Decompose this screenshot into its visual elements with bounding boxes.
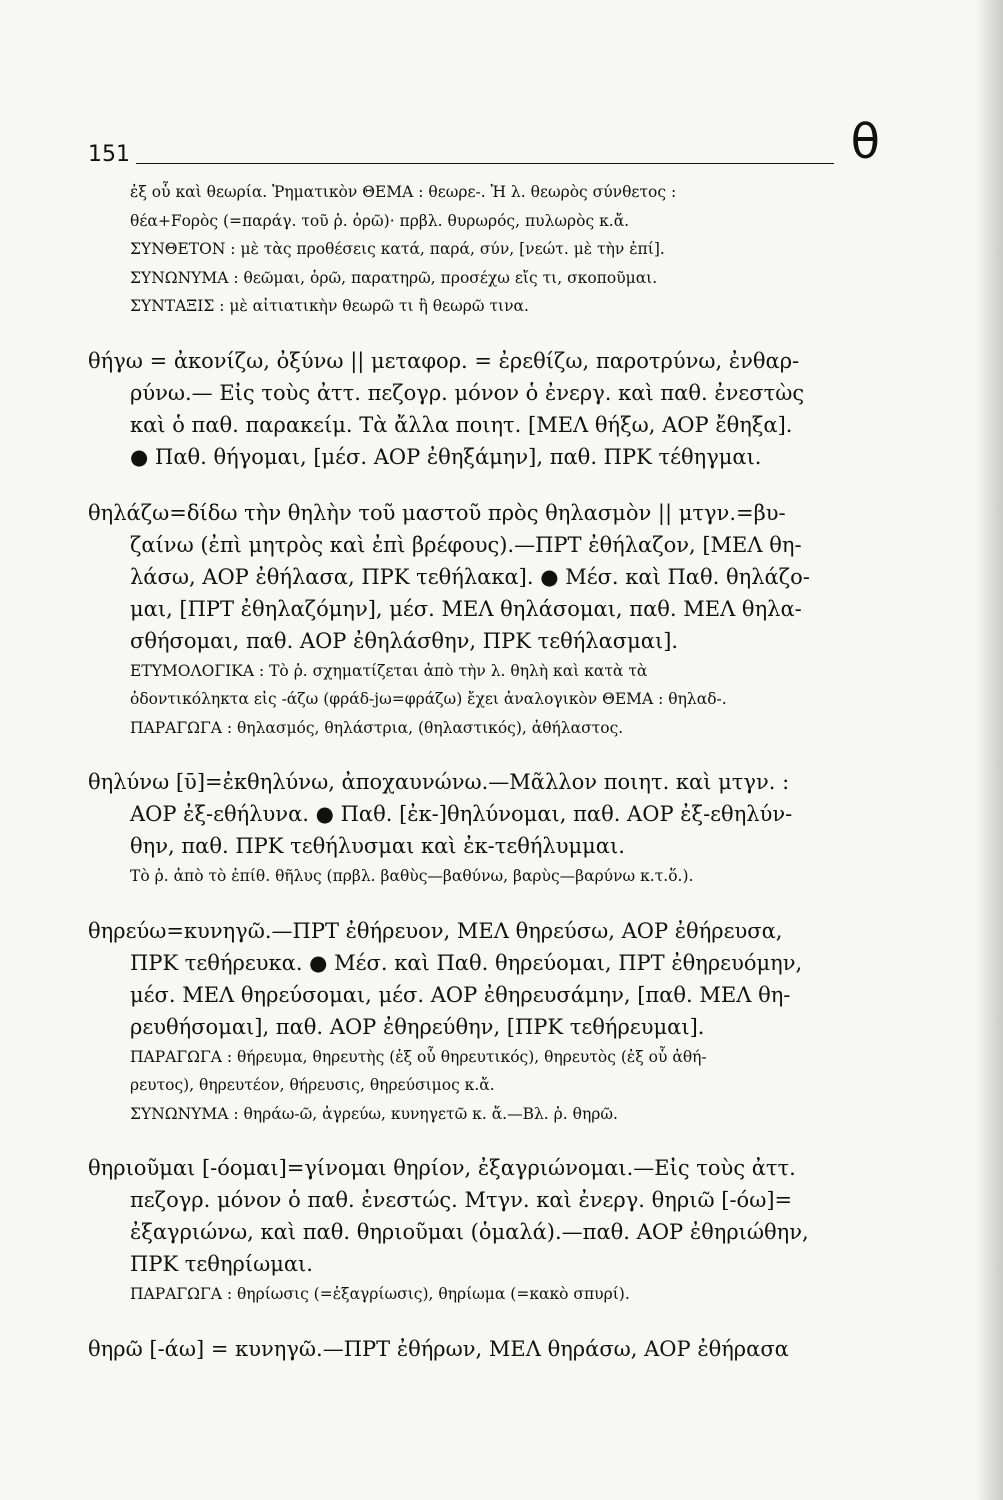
entry-line: καὶ ὁ παθ. παρακείμ. Τὰ ἄλλα ποιητ. [ΜΕΛ θήξω, ΑΟΡ ἔθηξα]. bbox=[130, 412, 793, 437]
entry-line: ζαίνω (ἐπὶ μητρὸς καὶ ἐπὶ βρέφους).—ΠΡΤ ἐθήλαζον, [ΜΕΛ θη- bbox=[130, 532, 802, 557]
entry-line: ΣΥΝΘΕΤΟΝ : μὲ τὰς προθέσεις κατά, παρά, σύν, [νεώτ. μὲ τὴν ἐπί]. bbox=[130, 240, 665, 258]
entry-line: Τὸ ῥ. ἀπὸ τὸ ἐπίθ. θῆλυς (πρβλ. βαθὺς—βαθύνω, βαρὺς—βαρύνω κ.τ.ὅ.). bbox=[130, 867, 694, 885]
entry-line: ΠΡΚ τεθήρευκα. ● Μέσ. καὶ Παθ. θηρεύομαι, ΠΡΤ ἐθηρευόμην, bbox=[130, 950, 803, 975]
entry-thero bbox=[88, 1333, 880, 1365]
entry-headline: θηλάζω=δίδω τὴν θηλὴν τοῦ μαστοῦ πρὸς θηλασμὸν || μτγν.=βυ- bbox=[88, 500, 786, 525]
entry-line: ΣΥΝΩΝΥΜΑ : θηράω-ῶ, ἀγρεύω, κυνηγετῶ κ. ἄ.—Βλ. ῥ. θηρῶ. bbox=[130, 1104, 618, 1123]
entry-line: ΠΑΡΑΓΩΓΑ : θηλασμός, θηλάστρια, (θηλαστικός), ἀθήλαστος. bbox=[130, 718, 624, 737]
page-number: 151 bbox=[88, 142, 130, 167]
entry-thego bbox=[88, 345, 880, 473]
entry-thelazo bbox=[88, 497, 880, 743]
entry-headline: θηρῶ [-άω] = κυνηγῶ.—ΠΡΤ ἐθήρων, ΜΕΛ θηράσω, ΑΟΡ ἐθήρασα bbox=[88, 1336, 789, 1361]
entry-line: θέα+Fορὸς (=παράγ. τοῦ ῥ. ὁρῶ)· πρβλ. θυρωρός, πυλωρὸς κ.ἄ. bbox=[130, 211, 630, 230]
entry-line: ΣΥΝΩΝΥΜΑ : θεῶμαι, ὁρῶ, παρατηρῶ, προσέχω εἴς τι, σκοποῦμαι. bbox=[130, 268, 658, 287]
entry-headline: θηριοῦμαι [-όομαι]=γίνομαι θηρίον, ἐξαγριώνομαι.—Εἰς τοὺς ἀττ. bbox=[88, 1156, 796, 1180]
entry-line: μέσ. ΜΕΛ θηρεύσομαι, μέσ. ΑΟΡ ἐθηρευσάμην, [παθ. ΜΕΛ θη- bbox=[130, 982, 791, 1007]
entry-line: πεζογρ. μόνον ὁ παθ. ἐνεστώς. Μτγν. καὶ ἐνεργ. θηριῶ [-όω]= bbox=[130, 1188, 793, 1212]
entry-line: ἐξαγριώνω, καὶ παθ. θηριοῦμαι (ὁμαλά).—παθ. ΑΟΡ ἐθηριώθην, bbox=[130, 1220, 809, 1244]
entry-line: ΠΑΡΑΓΩΓΑ : θηρίωσις (=ἐξαγρίωσις), θηρίωμα (=κακὸ σπυρί). bbox=[130, 1285, 630, 1303]
entry-line: λάσω, ΑΟΡ ἐθήλασα, ΠΡΚ τεθήλακα]. ● Μέσ. καὶ Παθ. θηλάζο- bbox=[130, 564, 810, 589]
entry-thereuo bbox=[88, 915, 880, 1129]
entry-line: ὀδοντικόληκτα εἰς -άζω (φράδ-jω=φράζω) ἔχει ἀναλογικὸν ΘΕΜΑ : θηλαδ-. bbox=[130, 690, 727, 708]
entry-line: ΑΟΡ ἐξ-εθήλυνα. ● Παθ. [ἐκ-]θηλύνομαι, παθ. ΑΟΡ ἐξ-εθηλύν- bbox=[130, 802, 793, 826]
entry-therioumai bbox=[88, 1152, 880, 1309]
entry-theoro-continuation bbox=[88, 178, 880, 321]
entry-headline: θήγω = ἀκονίζω, ὀξύνω || μεταφορ. = ἐρεθίζω, παροτρύνω, ἐνθαρ- bbox=[88, 348, 800, 373]
entry-line: μαι, [ΠΡΤ ἐθηλαζόμην], μέσ. ΜΕΛ θηλάσομαι, παθ. ΜΕΛ θηλα- bbox=[130, 596, 802, 621]
entry-line: ρευτος), θηρευτέον, θήρευσις, θηρεύσιμος κ.ἄ. bbox=[130, 1076, 495, 1094]
entry-headline: θηλύνω [ῡ]=ἐκθηλύνω, ἀποχαυνώνω.—Μᾶλλον ποιητ. καὶ μτγν. : bbox=[88, 770, 790, 794]
entry-line: σθήσομαι, παθ. ΑΟΡ ἐθηλάσθην, ΠΡΚ τεθήλασμαι]. bbox=[130, 628, 679, 653]
page-header bbox=[88, 112, 880, 172]
page-edge-shadow bbox=[975, 0, 1003, 1500]
entry-line: ΠΡΚ τεθηρίωμαι. bbox=[130, 1252, 313, 1276]
entry-line: ΕΤΥΜΟΛΟΓΙΚΑ : Τὸ ῥ. σχηματίζεται ἀπὸ τὴν λ. θηλὴ καὶ κατὰ τὰ bbox=[130, 661, 648, 680]
header-rule bbox=[136, 163, 834, 164]
entry-line: ρευθήσομαι], παθ. ΑΟΡ ἐθηρεύθην, [ΠΡΚ τεθήρευμαι]. bbox=[130, 1014, 705, 1039]
entry-headline: θηρεύω=κυνηγῶ.—ΠΡΤ ἐθήρευον, ΜΕΛ θηρεύσω, ΑΟΡ ἐθήρευσα, bbox=[88, 918, 783, 943]
section-letter: θ bbox=[850, 114, 880, 170]
dictionary-content bbox=[88, 178, 880, 1389]
entry-thelyno bbox=[88, 766, 880, 891]
entry-line: ἐξ οὗ καὶ θεωρία. Ῥηματικὸν ΘΕΜΑ : θεωρε-. Ἡ λ. θεωρὸς σύνθετος : bbox=[130, 183, 677, 201]
entry-line: ΣΥΝΤΑΞΙΣ : μὲ αἰτιατικὴν θεωρῶ τι ἢ θεωρῶ τινα. bbox=[130, 297, 529, 315]
entry-line: ρύνω.— Εἰς τοὺς ἀττ. πεζογρ. μόνον ὁ ἐνεργ. καὶ παθ. ἐνεστὼς bbox=[130, 380, 805, 405]
entry-line: ● Παθ. θήγομαι, [μέσ. ΑΟΡ ἐθηξάμην], παθ. ΠΡΚ τέθηγμαι. bbox=[130, 444, 762, 469]
entry-line: ΠΑΡΑΓΩΓΑ : θήρευμα, θηρευτὴς (ἐξ οὗ θηρευτικός), θηρευτὸς (ἐξ οὗ ἀθή- bbox=[130, 1047, 707, 1066]
entry-line: θην, παθ. ΠΡΚ τεθήλυσμαι καὶ ἐκ-τεθήλυμμαι. bbox=[130, 834, 625, 858]
